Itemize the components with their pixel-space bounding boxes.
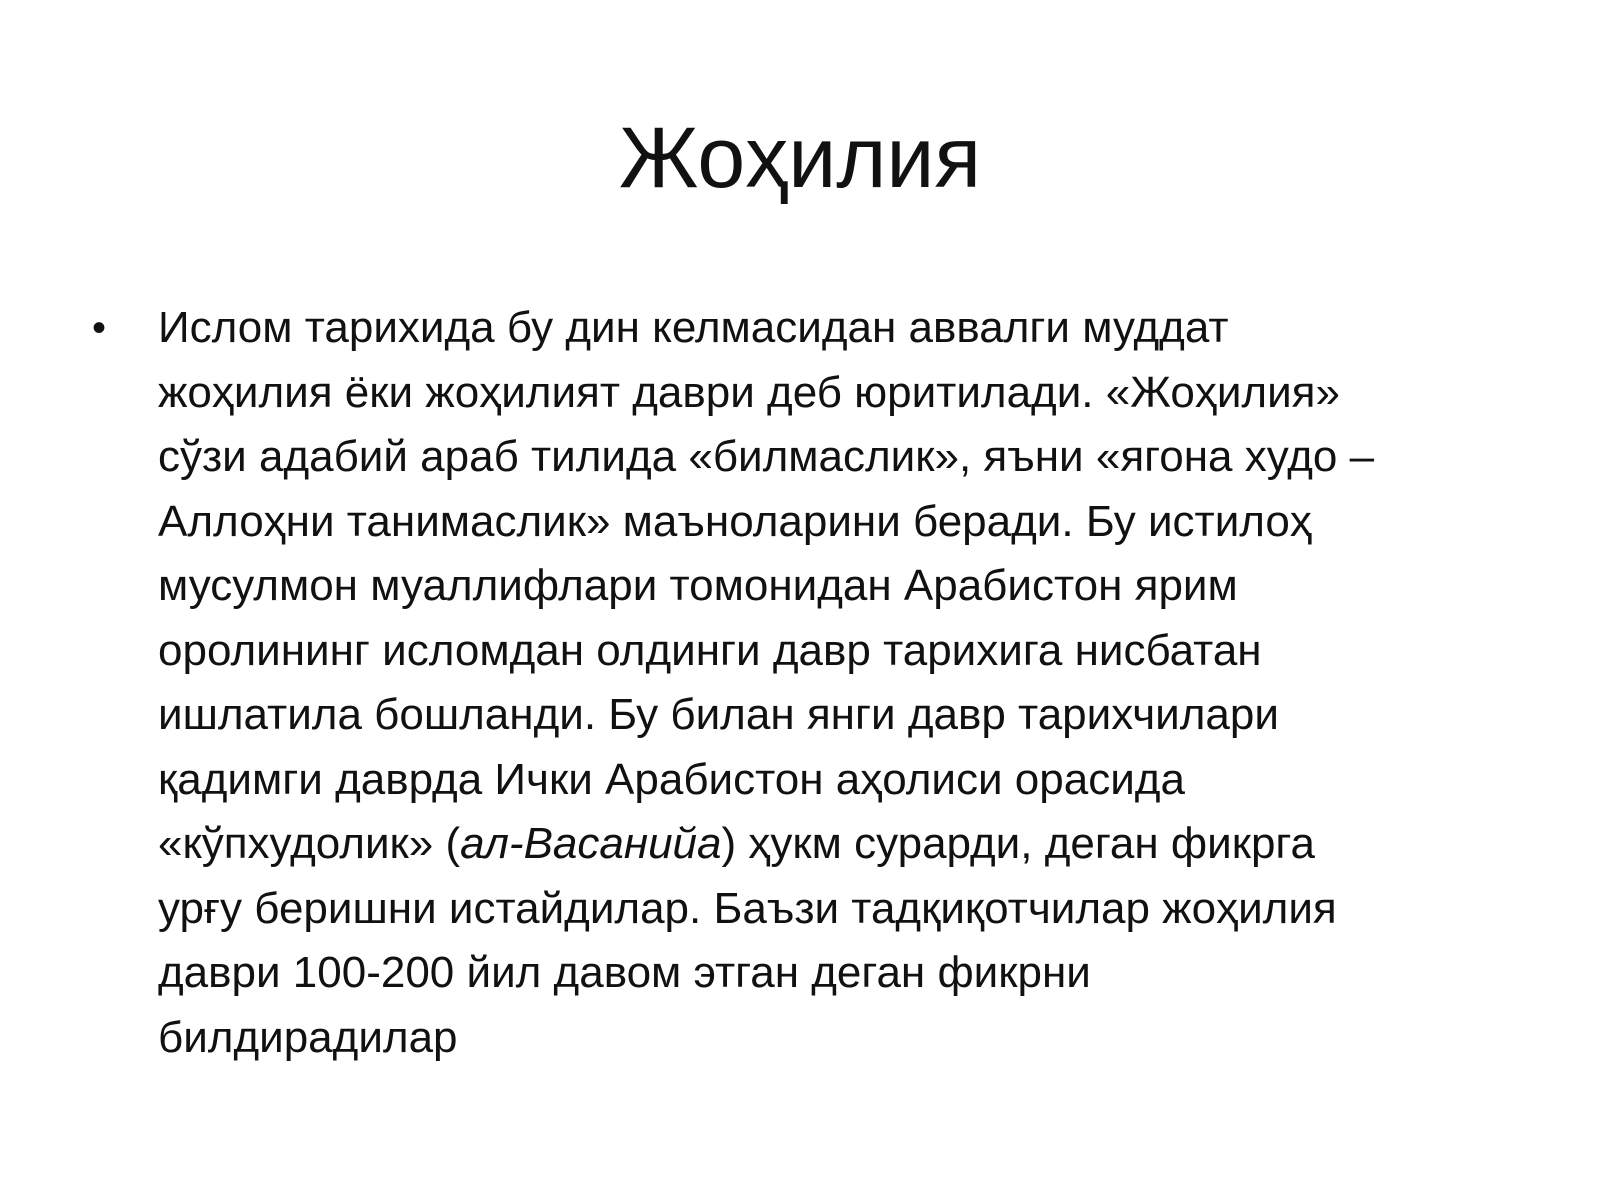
paragraph-line-8: қадимги даврда Ички Арабистон аҳолиси орасида bbox=[158, 754, 1185, 804]
paragraph-line-10: урғу беришни истайдилар. Баъзи тадқиқотчилар жоҳилия bbox=[158, 883, 1337, 933]
paragraph-line-6: оролининг исломдан олдинги давр тарихига нисбатан bbox=[158, 625, 1262, 675]
line-9-start: «кўпхудолик» ( bbox=[158, 819, 461, 868]
paragraph-line-5: мусулмон муаллифлари томонидан Арабистон ярим bbox=[158, 561, 1238, 610]
paragraph-line-3: сўзи адабий араб тилида «билмаслик», яъни «ягона худо – bbox=[158, 432, 1375, 481]
paragraph-line-12: билдирадилар bbox=[158, 1012, 458, 1062]
bullet-icon: • bbox=[92, 306, 107, 350]
paragraph-line-7: ишлатила бошланди. Бу билан янги давр тарихчилари bbox=[158, 690, 1279, 739]
bullet-list bbox=[92, 296, 1512, 1070]
bullet-paragraph bbox=[158, 296, 1512, 1070]
paragraph-line-1: Ислом тарихида бу дин келмасидан аввалги муддат bbox=[158, 303, 1229, 352]
paragraph-line-4: Аллоҳни танимаслик» маъноларини беради. Бу истилоҳ bbox=[158, 496, 1312, 546]
slide-title: Жоҳилия bbox=[618, 110, 982, 206]
italic-term: ал-Васанийа bbox=[460, 819, 722, 868]
line-9-end: ) ҳукм сурарди, деган фикрга bbox=[721, 819, 1315, 868]
paragraph-line-9 bbox=[158, 812, 1512, 877]
paragraph-line-2: жоҳилия ёки жоҳилият даври деб юритилади. «Жоҳилия» bbox=[158, 367, 1340, 417]
paragraph-line-11: даври 100-200 йил давом этган деган фикрни bbox=[158, 948, 1091, 997]
bullet-item bbox=[92, 296, 1512, 1070]
